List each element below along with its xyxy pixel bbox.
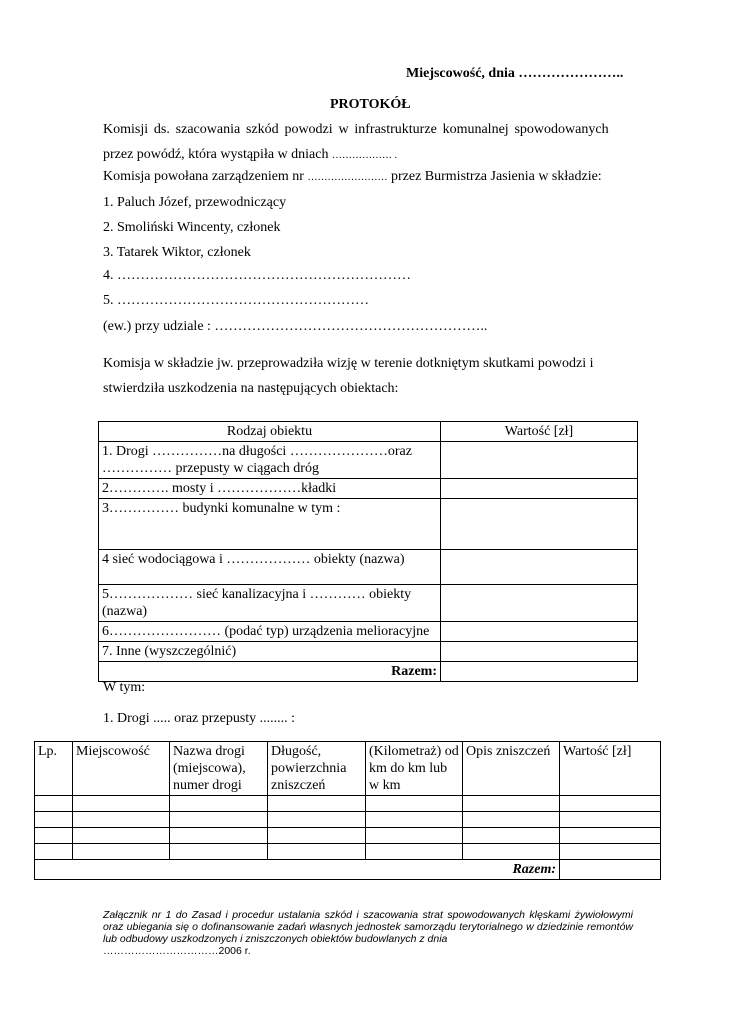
member-2: 2. Smoliński Wincenty, członek	[103, 220, 281, 235]
cell[interactable]	[268, 796, 366, 812]
header-value: Wartość [zł]	[560, 742, 661, 796]
damage-table	[98, 421, 638, 682]
intro-line-3-text: Komisja powołana zarządzeniem nr	[103, 169, 304, 184]
value-cell[interactable]	[441, 479, 638, 499]
roads-table	[34, 741, 661, 880]
member-1: 1. Paluch Józef, przewodniczący	[103, 195, 287, 210]
table-row	[99, 442, 638, 479]
cell[interactable]	[463, 796, 560, 812]
value-cell[interactable]	[441, 585, 638, 622]
row-label: 2…………. mosty i ………………kładki	[99, 479, 441, 499]
cell[interactable]	[35, 796, 73, 812]
cell[interactable]	[268, 844, 366, 860]
table-row	[35, 828, 661, 844]
cell[interactable]	[366, 796, 463, 812]
roads-total-label: Razem:	[35, 860, 560, 880]
table-total-row	[99, 662, 638, 682]
cell[interactable]	[366, 828, 463, 844]
table-row	[99, 499, 638, 550]
table-row	[99, 550, 638, 585]
in-that-label: W tym:	[103, 680, 146, 695]
date-range-field: ……………… .	[331, 150, 397, 161]
header-road-name: Nazwa drogi (miejscowa), numer drogi	[170, 742, 268, 796]
participation-line: (ew.) przy udziale : …………………………………………………..	[103, 319, 488, 334]
table-row	[99, 622, 638, 642]
cell[interactable]	[268, 828, 366, 844]
member-3: 3. Tatarek Wiktor, członek	[103, 245, 251, 260]
visit-line-1: Komisja w składzie jw. przeprowadziła wizję w terenie dotkniętym skutkami powodzi i	[103, 356, 594, 371]
row-label: 4 sieć wodociągowa i ……………… obiekty (nazwa)	[99, 550, 441, 585]
cell[interactable]	[35, 828, 73, 844]
intro-line-3-end: przez Burmistrza Jasienia w składzie:	[390, 169, 602, 184]
cell[interactable]	[73, 796, 170, 812]
cell[interactable]	[463, 828, 560, 844]
cell[interactable]	[73, 812, 170, 828]
cell[interactable]	[560, 812, 661, 828]
cell[interactable]	[170, 828, 268, 844]
roads-table-header	[35, 742, 661, 796]
header-lp: Lp.	[35, 742, 73, 796]
document-title: PROTOKÓŁ	[330, 97, 411, 112]
cell[interactable]	[463, 812, 560, 828]
header-kilometrage: (Kilometraż) od km do km lub w km	[366, 742, 463, 796]
value-cell[interactable]	[441, 442, 638, 479]
roads-item: 1. Drogi ..... oraz przepusty ........ :	[103, 711, 296, 726]
footer-text: Załącznik nr 1 do Zasad i procedur ustalania szkód i szacowania strat spowodowanych klęskami żywiołowymi oraz ubiegania się o dofinansowanie zadań własnych jednostek samorządu terytorialnego w dziedzinie remontów lub odbudowy uszkodzonych i zniszczonych obiektów budowlanych z dnia	[103, 909, 633, 945]
intro-line-2	[103, 147, 397, 163]
cell[interactable]	[35, 844, 73, 860]
intro-line-2-text: przez powódź, która wystąpiła w dniach	[103, 147, 329, 162]
cell[interactable]	[73, 844, 170, 860]
footer-date: ……………………………2006 r.	[103, 945, 251, 957]
order-number-field: ……………………	[307, 172, 388, 183]
member-4: 4. ………………………………………………………	[103, 268, 411, 283]
damage-table-header	[99, 422, 638, 442]
intro-line-1: Komisji ds. szacowania szkód powodzi w infrastrukturze komunalnej spowodowanych	[103, 122, 609, 137]
footer-note	[103, 909, 633, 957]
table-row	[35, 796, 661, 812]
value-cell[interactable]	[441, 550, 638, 585]
row-label: 6…………………… (podać typ) urządzenia melioracyjne	[99, 622, 441, 642]
row-label: 5……………… sieć kanalizacyjna i ………… obiekty (nazwa)	[99, 585, 441, 622]
header-locality: Miejscowość	[73, 742, 170, 796]
cell[interactable]	[35, 812, 73, 828]
header-object-type: Rodzaj obiektu	[99, 422, 441, 442]
table-row	[99, 642, 638, 662]
total-value[interactable]	[441, 662, 638, 682]
header-length: Długość, powierzchnia zniszczeń	[268, 742, 366, 796]
table-row	[99, 479, 638, 499]
cell[interactable]	[560, 828, 661, 844]
cell[interactable]	[366, 812, 463, 828]
value-cell[interactable]	[441, 642, 638, 662]
row-label: 7. Inne (wyszczególnić)	[99, 642, 441, 662]
header-value: Wartość [zł]	[441, 422, 638, 442]
cell[interactable]	[73, 828, 170, 844]
member-5: 5. ………………………………………………	[103, 293, 369, 308]
intro-line-3	[103, 169, 602, 185]
roads-total-row	[35, 860, 661, 880]
row-label: 1. Drogi ……………na długości …………………oraz …………… przepusty w ciągach dróg	[99, 442, 441, 479]
table-row	[99, 585, 638, 622]
place-date: Miejscowość, dnia …………………..	[406, 66, 624, 81]
cell[interactable]	[560, 796, 661, 812]
visit-line-2: stwierdziła uszkodzenia na następujących obiektach:	[103, 381, 399, 396]
total-label: Razem:	[99, 662, 441, 682]
value-cell[interactable]	[441, 622, 638, 642]
table-row	[35, 844, 661, 860]
table-row	[35, 812, 661, 828]
cell[interactable]	[170, 844, 268, 860]
cell[interactable]	[170, 796, 268, 812]
roads-total-value[interactable]	[560, 860, 661, 880]
cell[interactable]	[170, 812, 268, 828]
cell[interactable]	[463, 844, 560, 860]
cell[interactable]	[560, 844, 661, 860]
cell[interactable]	[268, 812, 366, 828]
cell[interactable]	[366, 844, 463, 860]
value-cell[interactable]	[441, 499, 638, 550]
row-label: 3…………… budynki komunalne w tym :	[99, 499, 441, 550]
header-damage-description: Opis zniszczeń	[463, 742, 560, 796]
